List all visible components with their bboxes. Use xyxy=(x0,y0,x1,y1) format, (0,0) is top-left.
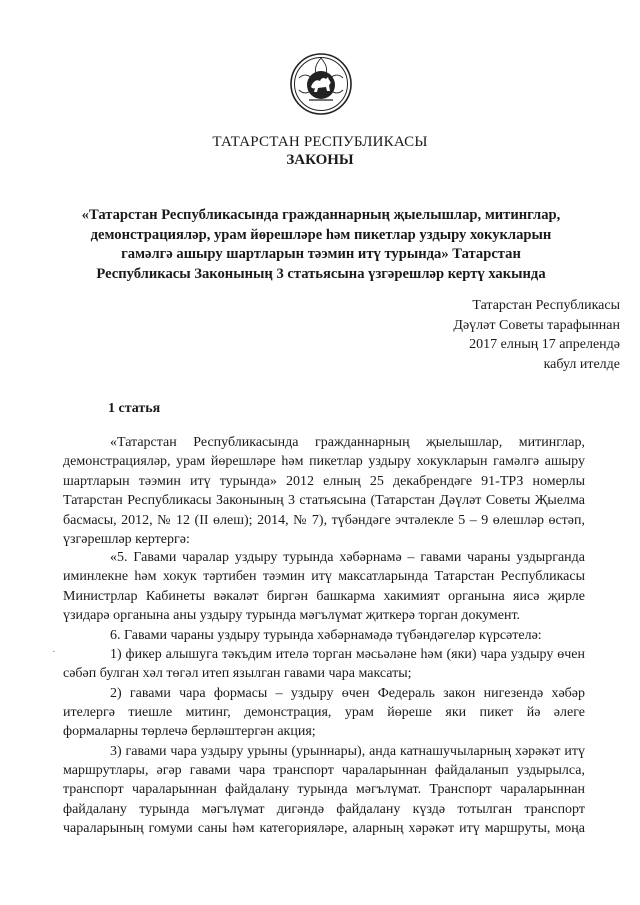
text-line: транспорт чараларыннан файдалану турында мәгълүмат. Транспорт чараларыннан xyxy=(63,782,585,797)
scan-dot: · xyxy=(52,646,56,658)
text-line: файдалану турында мәгълүмат дигәндә файдалану күздә тотылган транспорт xyxy=(63,802,585,817)
text-line: 1) фикер алышуга тәкъдим ителә торган мәсьәләне һәм (яки) чара уздыру өчен xyxy=(110,647,585,662)
text-line: формаларны төрлечә берләштергән акция; xyxy=(63,724,316,739)
header-republic: ТАТАРСТАН РЕСПУБЛИКАСЫ xyxy=(212,134,428,150)
text-line: 6. Гавами чараны уздыру турында хәбәрнамәдә түбәндәгеләр күрсәтелә: xyxy=(110,628,542,643)
adoption-line: кабул ителде xyxy=(543,357,620,373)
law-title: «Татарстан Республикасында гражданнарның җыелышлар, митинглар, демонстрацияләр, урам йөрешләре һәм пикетлар уздыру хокукларын гамәлгә ашыру шартларын тәэмин итү турында» Татарстан Республикасы Законының 3 статьясына үзгәрешләр кертү хакында xyxy=(81,207,561,283)
adoption-line: Дәүләт Советы тарафыннан xyxy=(453,317,620,333)
text-line: 2) гавами чара формасы – уздыру өчен Федераль закон нигезендә хәбәр xyxy=(110,686,585,701)
paragraph-part5: «5. Гавами чаралар уздыру турында хәбәрнамә – гавами чараны уздырганда иминлекне һәм хокук тәртибен тәэмин итү максатларында Татарстан Республикасы Министрлар Кабинеты вәкаләт биргән башкарма хакимият органына яисә җирле үзидарә органына аны уздыру турында мәгълүмат җиткерә торган документ. xyxy=(63,550,585,624)
text-line: ителергә тиешле митинг, демонстрация, урам йөреше яки пикет йә әлеге xyxy=(63,705,585,720)
paragraph-intro: «Татарстан Республикасында гражданнарның җыелышлар, митинглар, демонстрацияләр, урам йөрешләре һәм пикетлар уздыру хокукларын гамәлгә ашыру шартларын тәэмин итү турында» 2012 елның 25 декабрендәге 91-ТРЗ номерлы Татарстан Республикасы Законының 3 статьясына (Татарстан Дәүләт Советы Җыелма басмасы, 2012, № 12 (II өлеш); 2014, № 7), түбәндәге эчтәлекле 5 – 9 өлешләр өстәп, үзгәрешләр кертергә: xyxy=(63,435,585,548)
text-line: сәбәп булган хәл төгәл итеп язылган гавами чара максаты; xyxy=(63,666,412,681)
text-line: маршрутлары, әгәр гавами чара транспорт чараларыннан файдаланып уздырылса, xyxy=(63,763,585,778)
text-line: чараларының гомуми саны һәм категорияләре, аларның хәрәкәт итү маршруты, моңа xyxy=(63,821,585,836)
adoption-line: 2017 елның 17 апрелендә xyxy=(469,337,620,353)
text-line: 3) гавами чара уздыру урыны (урыннары), анда катнашучыларның хәрәкәт итү xyxy=(110,744,585,759)
adoption-line: Татарстан Республикасы xyxy=(472,298,620,313)
article-heading: 1 статья xyxy=(108,401,161,416)
adoption-block xyxy=(453,296,620,375)
header-law: ЗАКОНЫ xyxy=(286,152,354,168)
tatarstan-emblem-icon xyxy=(290,53,352,115)
